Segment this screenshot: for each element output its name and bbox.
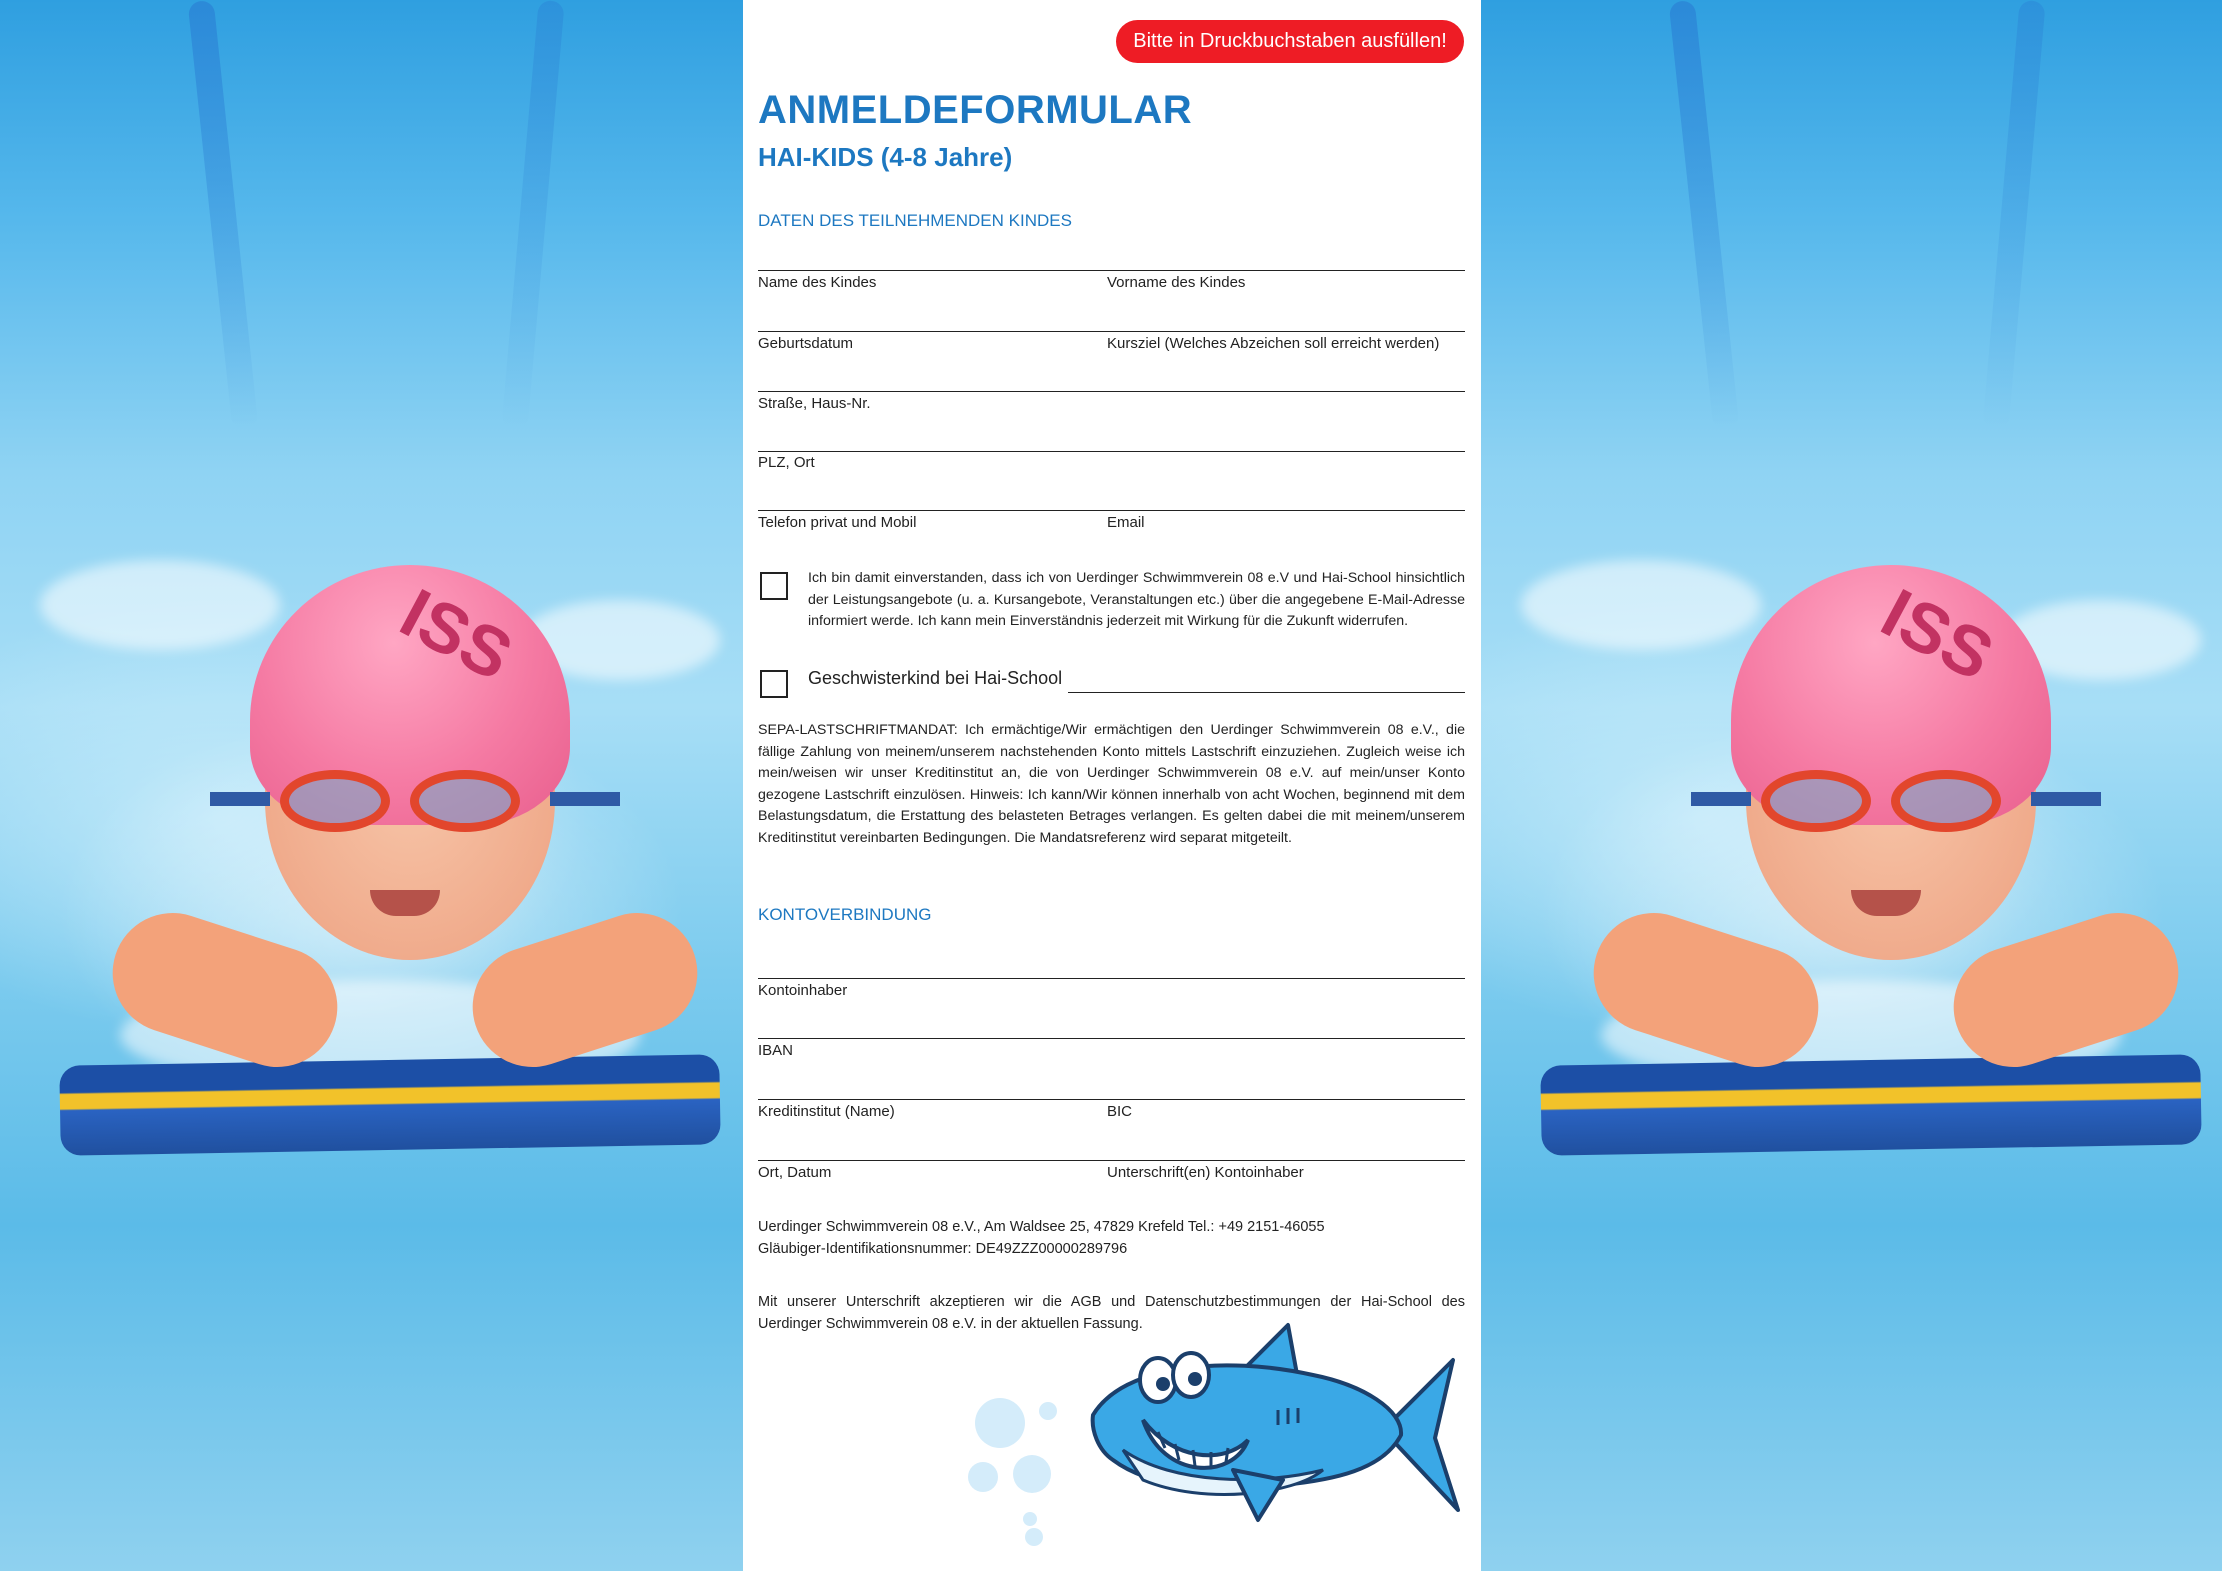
name-label: Name des Kindes [758, 274, 877, 291]
creditor-id-line: Gläubiger-Identifikationsnummer: DE49ZZZ00000289796 [758, 1241, 1128, 1257]
plz-label: PLZ, Ort [758, 454, 815, 471]
registration-form [743, 0, 1481, 1571]
phone-label: Telefon privat und Mobil [758, 514, 917, 531]
bubble-decoration [1039, 1402, 1057, 1420]
club-address [758, 1216, 1465, 1260]
bubble-decoration [968, 1462, 998, 1492]
form-title: ANMELDEFORMULAR [758, 88, 1193, 132]
cap-logo: ISS [388, 573, 525, 696]
signature-label: Unterschrift(en) Kontoinhaber [1107, 1164, 1304, 1181]
print-notice-badge: Bitte in Druckbuchstaben ausfüllen! [1116, 20, 1464, 63]
email-label: Email [1107, 514, 1145, 531]
section-heading-bank: KONTOVERBINDUNG [758, 905, 932, 924]
name-field-line[interactable] [758, 270, 1465, 271]
sepa-mandate-text: SEPA-LASTSCHRIFTMANDAT: Ich ermächtige/Wir ermächtigen den Uerdinger Schwimmverein 08 e.V., die fällige Zahlung von meinem/unserem nachstehenden Konto mittels Lastschrift einzuziehen. Zugleich weise ich mein/weisen wir unser Kreditinstitut an, die von Uerdinger Schwimmverein 08 e.V. auf mein/unser Konto gezogene Lastschrift einzulösen. Hinweis: Ich kann/Wir können innerhalb von acht Wochen, beginnend mit dem Belastungsdatum, die Erstattung des belasteten Betrages verlangen. Es gelten dabei die mit meinem/unserem Kreditinstitut vereinbarten Bedingungen. Die Mandatsreferenz wird separat mitgeteilt. [758, 722, 1465, 846]
section-heading-child: DATEN DES TEILNEHMENDEN KINDES [758, 211, 1072, 230]
swimmer-photo-right [1481, 0, 2222, 1571]
consent-text: Ich bin damit einverstanden, dass ich von Uerdinger Schwimmverein 08 e.V und Hai-School hinsichtlich der Leistungsangebote (u. a. Kursangebote, Veranstaltungen etc.) über die angegebene E-Mail-Adresse informiert werde. Ich kann mein Einverständnis jederzeit mit Wirkung für die Zukunft widerrufen. [808, 570, 1465, 629]
phone-field-line[interactable] [758, 510, 1465, 511]
place-date-label: Ort, Datum [758, 1164, 832, 1181]
consent-checkbox[interactable] [760, 572, 788, 600]
form-subtitle: HAI-KIDS (4-8 Jahre) [758, 142, 1013, 172]
birthdate-field-line[interactable] [758, 331, 1465, 332]
account-holder-field-line[interactable] [758, 978, 1465, 979]
sibling-field-line[interactable] [1068, 692, 1465, 693]
iban-label: IBAN [758, 1042, 794, 1059]
vorname-label: Vorname des Kindes [1107, 274, 1246, 291]
street-field-line[interactable] [758, 391, 1465, 392]
agb-text: Mit unserer Unterschrift akzeptieren wir die AGB und Datenschutzbestimmungen der Hai-School des Uerdinger Schwimmverein 08 e.V. in der aktuellen Fassung. [758, 1294, 1465, 1332]
bubble-decoration [1013, 1455, 1051, 1493]
street-label: Straße, Haus-Nr. [758, 395, 871, 412]
sibling-checkbox[interactable] [760, 670, 788, 698]
plz-field-line[interactable] [758, 451, 1465, 452]
course-goal-label: Kursziel (Welches Abzeichen soll erreicht werden) [1107, 335, 1440, 352]
cap-logo: ISS [1869, 573, 2006, 696]
bubble-decoration [1025, 1528, 1043, 1546]
sibling-label: Geschwisterkind bei Hai-School [808, 668, 1063, 688]
bank-name-label: Kreditinstitut (Name) [758, 1103, 895, 1120]
account-holder-label: Kontoinhaber [758, 982, 848, 999]
place-date-field-line[interactable] [758, 1160, 1465, 1161]
bubble-decoration [1023, 1512, 1037, 1526]
bank-name-field-line[interactable] [758, 1099, 1465, 1100]
bic-label: BIC [1107, 1103, 1133, 1120]
address-line-1: Uerdinger Schwimmverein 08 e.V., Am Waldsee 25, 47829 Krefeld Tel.: +49 2151-46055 [758, 1219, 1325, 1235]
shark-mascot-icon [1083, 1320, 1463, 1530]
swimmer-photo-left [0, 0, 743, 1571]
bubble-decoration [975, 1398, 1025, 1448]
iban-field-line[interactable] [758, 1038, 1465, 1039]
birthdate-label: Geburtsdatum [758, 335, 854, 352]
